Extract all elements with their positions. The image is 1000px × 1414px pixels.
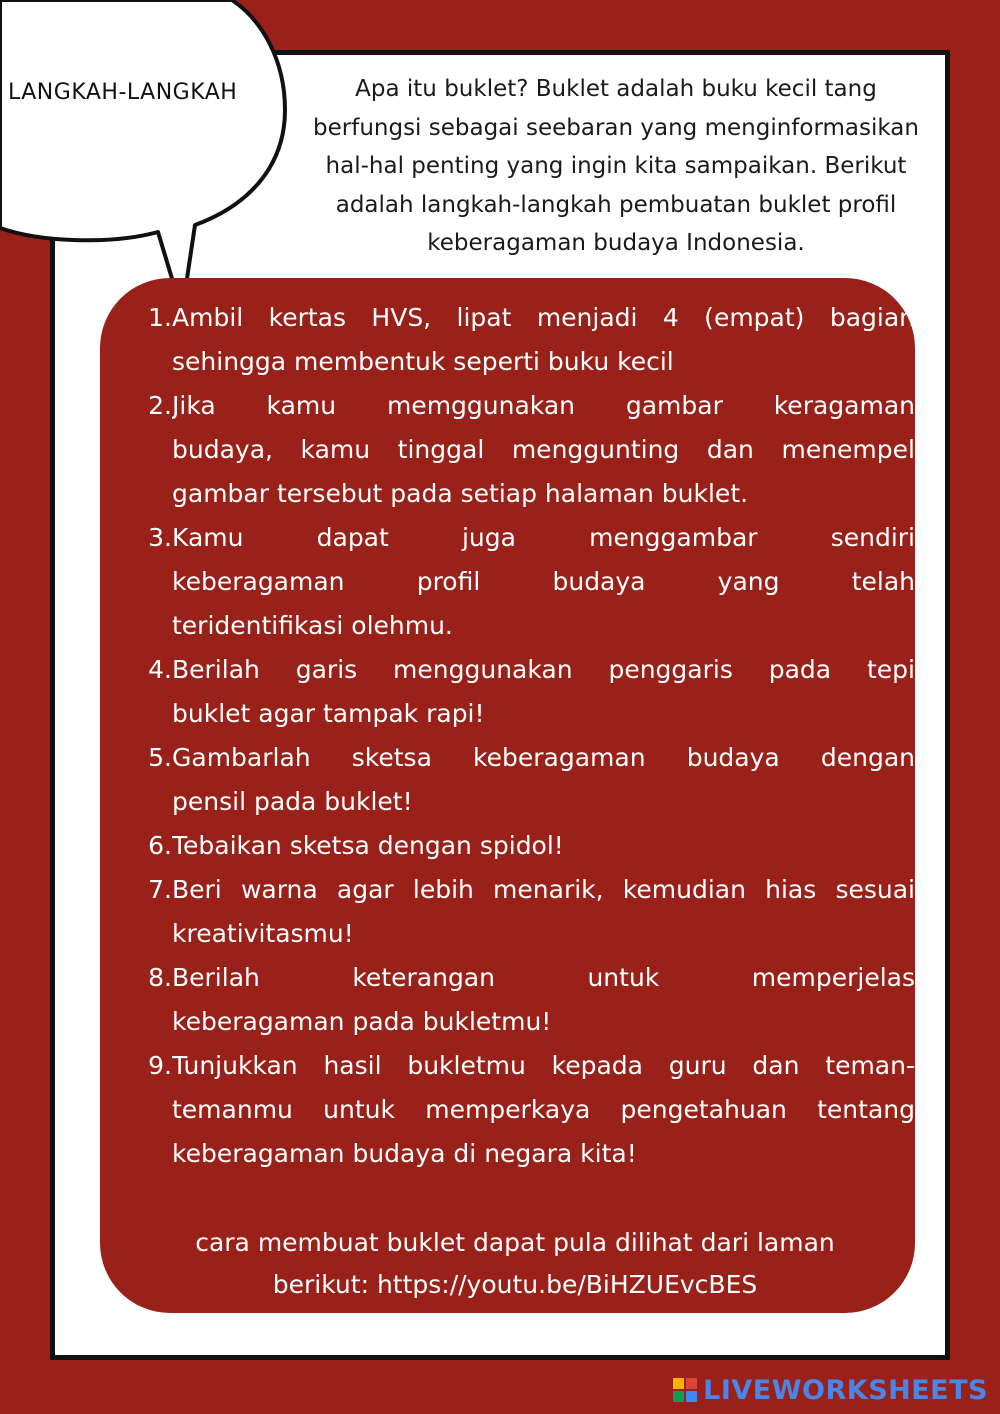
intro-line: berfungsi sebagai seebaran yang menginformasikan [313,114,919,141]
liveworksheets-logo-icon [673,1378,697,1402]
footer-link[interactable]: berikut: https://youtu.be/BiHZUEvcBES [272,1270,758,1299]
step-line: temanmu untuk memperkaya pengetahuan tentang [172,1095,915,1124]
step-line: budaya, kamu tinggal menggunting dan menempel [172,435,915,464]
step-item [138,384,915,516]
step-text [172,824,915,868]
intro-line: Apa itu buklet? Buklet adalah buku kecil tang [355,76,877,102]
step-text [172,956,915,1044]
brand-name: LIVEWORKSHEETS [703,1374,988,1406]
step-line: Beri warna agar lebih menarik, kemudian hias sesuai [172,875,915,904]
step-line: keberagaman budaya di negara kita! [172,1139,637,1168]
step-item [138,1044,915,1176]
step-item [138,824,915,868]
step-number: 2. [148,391,172,420]
step-text [172,296,915,384]
step-item [138,956,915,1044]
step-line: buklet agar tampak rapi! [172,699,485,728]
step-line: keberagaman profil budaya yang telah [172,567,915,596]
intro-text [282,70,950,263]
step-number: 4. [148,655,172,684]
speech-bubble [0,0,300,320]
step-line: Jika kamu memggunakan gambar keragaman [172,391,915,420]
step-line: pensil pada buklet! [172,787,413,816]
step-number: 6. [148,831,172,860]
step-text [172,1044,915,1176]
step-line: Tunjukkan hasil bukletmu kepada guru dan teman- [172,1051,915,1080]
footer-line: cara membuat buklet dapat pula dilihat dari laman [195,1228,835,1257]
step-line: kreativitasmu! [172,919,354,948]
step-text [172,868,915,956]
step-line: Berilah keterangan untuk memperjelas [172,963,915,992]
step-text [172,736,915,824]
step-item [138,736,915,824]
step-number: 5. [148,743,172,772]
bubble-title: LANGKAH-LANGKAH [8,80,238,105]
step-number: 8. [148,963,172,992]
step-item [138,868,915,956]
intro-line: adalah langkah-langkah pembuatan buklet profil [335,191,897,218]
brand-watermark [673,1372,988,1408]
video-reference [130,1222,900,1306]
step-line: keberagaman pada bukletmu! [172,1007,552,1036]
step-number: 9. [148,1051,172,1080]
steps-list [138,296,915,1176]
step-line: gambar tersebut pada setiap halaman buklet. [172,479,749,508]
step-item [138,516,915,648]
intro-line: keberagaman budaya Indonesia. [427,230,805,256]
step-line: Tebaikan sketsa dengan spidol! [172,831,564,860]
step-item [138,648,915,736]
step-line: Berilah garis menggunakan penggaris pada tepi [172,655,915,684]
step-line: sehingga membentuk seperti buku kecil [172,347,674,376]
step-line: Gambarlah sketsa keberagaman budaya dengan [172,743,915,772]
step-text [172,648,915,736]
step-item [138,296,915,384]
step-line: Kamu dapat juga menggambar sendiri [172,523,915,552]
intro-line: hal-hal penting yang ingin kita sampaikan. Berikut [325,153,907,179]
step-number: 1. [148,303,172,332]
step-number: 7. [148,875,172,904]
step-line: teridentifikasi olehmu. [172,611,453,640]
step-number: 3. [148,523,172,552]
step-line: Ambil kertas HVS, lipat menjadi 4 (empat) bagian [172,303,915,332]
step-text [172,516,915,648]
step-text [172,384,915,516]
